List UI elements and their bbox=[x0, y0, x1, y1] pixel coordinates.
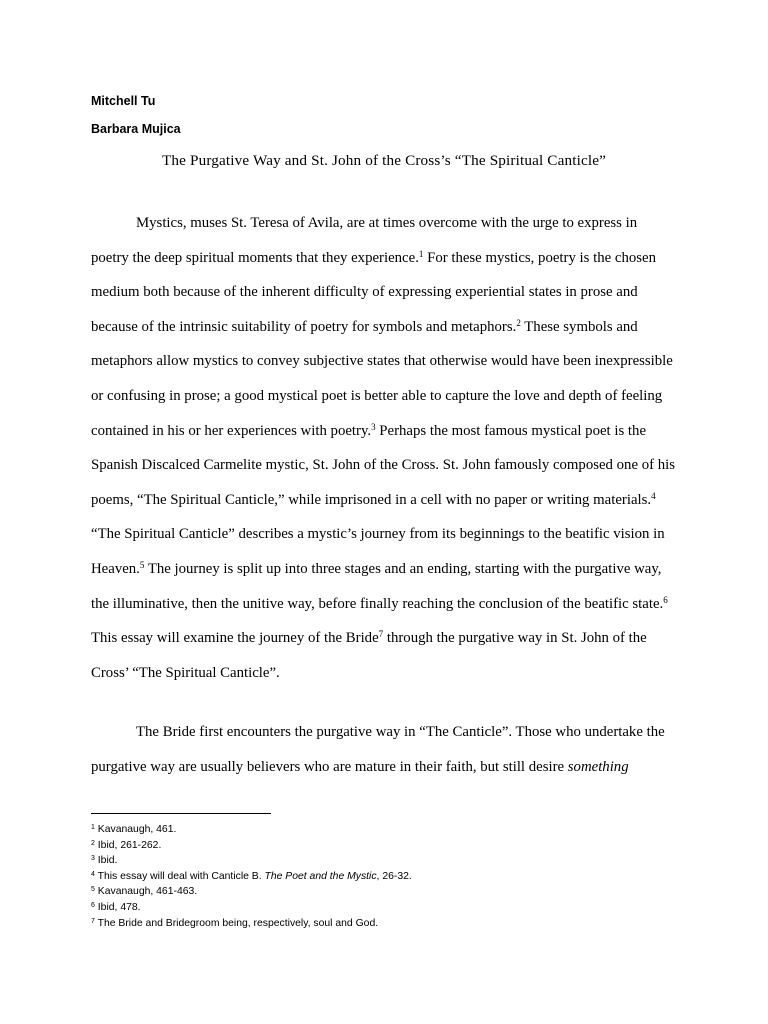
footnote bbox=[91, 853, 412, 869]
sentence: “The Spiritual Canticle” describes a mystic’s journey from its beginnings to the beatific vision in Heaven. bbox=[91, 526, 665, 577]
footnote bbox=[91, 916, 412, 932]
author-name: Mitchell Tu bbox=[91, 94, 156, 108]
footnote-number: 6 bbox=[91, 901, 95, 909]
footnote-ref: 4 bbox=[651, 490, 656, 501]
footnote bbox=[91, 838, 412, 854]
footnote-ref: 2 bbox=[516, 317, 521, 328]
footnote-number: 1 bbox=[91, 824, 95, 831]
sentence: Mystics, muses St. Teresa of Avila, are at times overcome with the urge to express in poetry the deep spiritual moments that they experience. bbox=[91, 215, 638, 266]
essay-title: The Purgative Way and St. John of the Cross’s “The Spiritual Canticle” bbox=[161, 152, 607, 169]
footnote-number: 4 bbox=[91, 870, 95, 878]
footnote-number: 3 bbox=[91, 855, 95, 863]
footnote-text: This essay will deal with Canticle B. bbox=[94, 870, 265, 882]
footnote bbox=[91, 822, 412, 838]
footnotes bbox=[91, 822, 412, 931]
footnote-separator bbox=[91, 813, 271, 814]
footnote-text: The Bride and Bridegroom being, respectively, soul and God. bbox=[94, 917, 379, 929]
footnote bbox=[91, 884, 412, 900]
paragraph-text: The Bride first encounters the purgative way in “The Canticle”. Those who undertake the purgative way are usually believers who are mature in their faith, but still desire bbox=[91, 724, 665, 775]
paragraph-1 bbox=[91, 206, 677, 690]
emphasis: something bbox=[567, 758, 629, 775]
sentence: The journey is split up into three stages and an ending, starting with the purgative way, the illuminative, then the unitive way, before finally reaching the conclusion of the beatific state. bbox=[91, 560, 664, 612]
footnote-text: , 26-32. bbox=[376, 870, 412, 882]
footnote bbox=[91, 869, 412, 885]
paragraph-2 bbox=[91, 715, 677, 784]
footnote-ref: 6 bbox=[663, 594, 668, 605]
sentence: through the purgative way in St. John of the Cross’ “The Spiritual Canticle”. bbox=[91, 630, 647, 681]
footnote-ref: 3 bbox=[371, 421, 376, 432]
footnote-text: Ibid, 478. bbox=[94, 901, 141, 913]
footnote-text: Ibid, 261-262. bbox=[94, 839, 162, 851]
footnote-ref: 1 bbox=[418, 248, 424, 259]
sentence: For these mystics, poetry is the chosen medium both because of the inherent difficulty of expressing experiential states in prose and because of the intrinsic suitability of poetry for symbols and metaphors. bbox=[91, 249, 656, 335]
footnote-text: Kavanaugh, 461-463. bbox=[94, 886, 198, 898]
instructor-name: Barbara Mujica bbox=[91, 122, 181, 136]
footnote-text: Ibid. bbox=[94, 855, 118, 867]
footnote-text: Kavanaugh, 461. bbox=[94, 824, 177, 835]
footnote-number: 7 bbox=[91, 917, 95, 925]
sentence: This essay will examine the journey of the Bride bbox=[91, 630, 379, 647]
footnote bbox=[91, 900, 412, 916]
footnote-number: 2 bbox=[91, 839, 95, 847]
footnote-ref: 5 bbox=[139, 559, 145, 570]
footnote-book-title: The Poet and the Mystic bbox=[264, 870, 377, 882]
sentence: Perhaps the most famous mystical poet is the Spanish Discalced Carmelite mystic, St. John of the Cross. St. John famously composed one of his poems, “The Spiritual Canticle,” while imprisoned in a cell with no paper or writing materials. bbox=[91, 422, 676, 508]
footnote-ref: 7 bbox=[378, 629, 384, 640]
footnote-number: 5 bbox=[91, 886, 95, 894]
sentence: These symbols and metaphors allow mystics to convey subjective states that otherwise would have been inexpressible or confusing in prose; a good mystical poet is better able to capture the love and depth of feeling contained in his or her experiences with poetry. bbox=[91, 318, 673, 439]
